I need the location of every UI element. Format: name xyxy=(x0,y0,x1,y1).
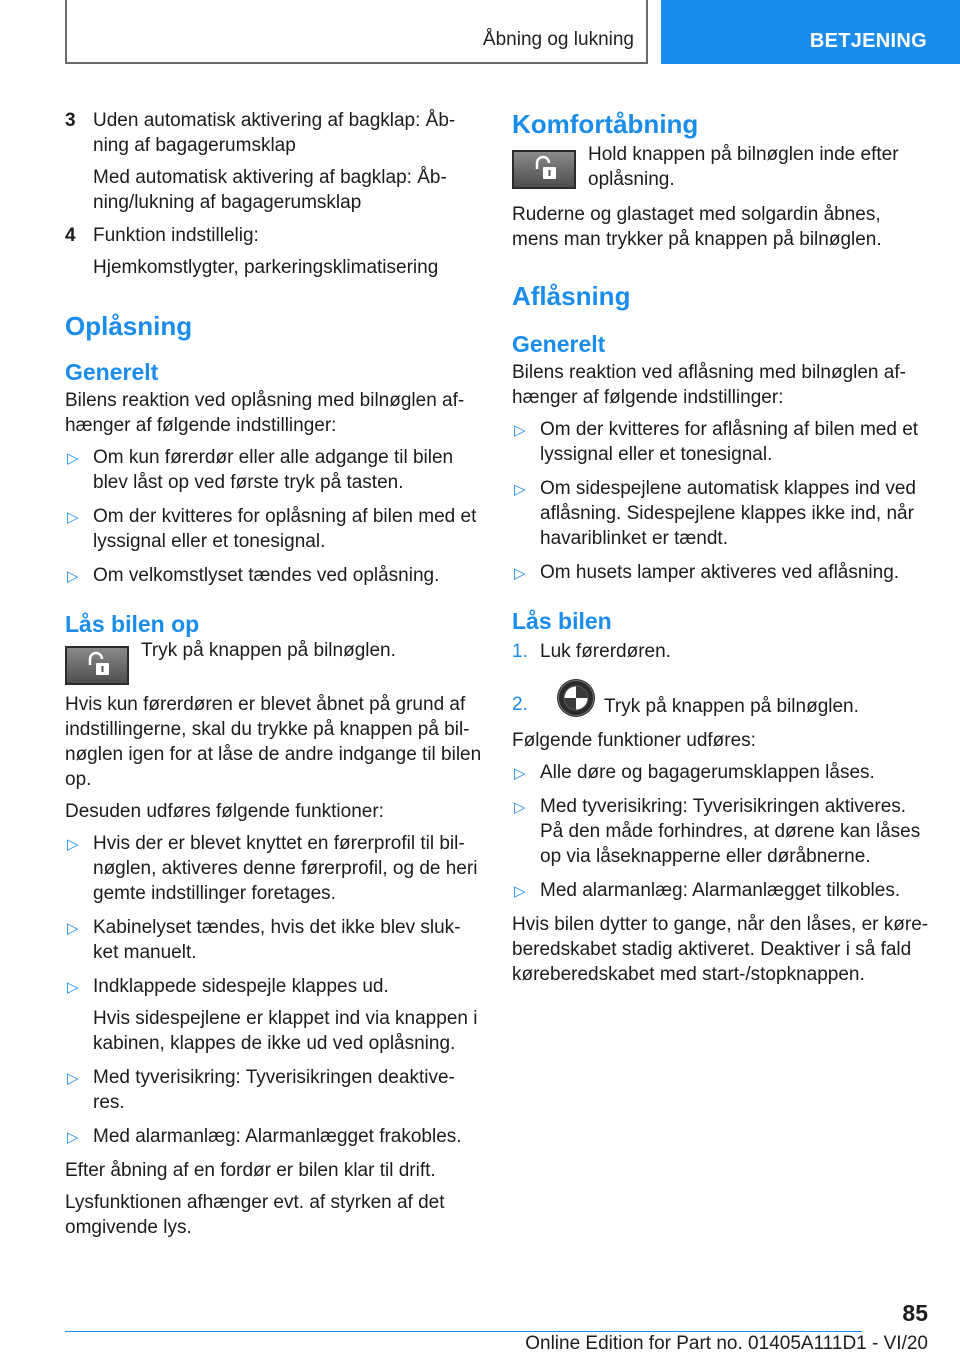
list-item xyxy=(65,563,485,588)
list-item xyxy=(65,1124,485,1149)
list-item-text: Med tyverisikring: Tyverisikringen deaktive‐ res. xyxy=(93,1067,455,1113)
bmw-roundel-icon xyxy=(556,678,596,718)
list-item xyxy=(512,794,932,869)
list-item xyxy=(65,974,485,1056)
list-item xyxy=(65,504,485,554)
list-item-text: Om der kvitteres for oplåsning af bilen med et lyssignal eller et tonesignal. xyxy=(93,506,477,552)
step-item xyxy=(512,639,932,664)
list-item xyxy=(65,831,485,906)
triangle-right-icon: ▷ xyxy=(514,883,526,900)
heading-generelt: Generelt xyxy=(512,331,606,357)
heading-komfortabning: Komfortåbning xyxy=(512,109,699,139)
triangle-right-icon: ▷ xyxy=(514,481,526,498)
list-item-text: Med alarmanlæg: Alarmanlægget frakobles. xyxy=(93,1126,462,1147)
generelt-text: Bilens reaktion ved aflåsning med bilnøglen af‐ hænger af følgende indstillinger: xyxy=(512,362,906,408)
list-item-text: Med alarmanlæg: Alarmanlægget tilkobles. xyxy=(540,880,901,901)
triangle-right-icon: ▷ xyxy=(514,799,526,816)
list-item xyxy=(65,915,485,965)
paragraph: Hvis bilen dytter to gange, når den låses, er køre‐ beredskabet stadig aktiveret. Deaktiver i så fald køreberedskabet med start-/stopknappen. xyxy=(512,914,929,985)
paragraph: Desuden udføres følgende funktioner: xyxy=(65,801,384,822)
footer-divider xyxy=(65,1331,862,1332)
triangle-right-icon: ▷ xyxy=(67,920,79,937)
step-text: Tryk på knappen på bilnøglen. xyxy=(604,696,859,717)
step-item xyxy=(512,678,932,719)
key-instruction-text: Hold knappen på bilnøglen inde efter oplåsning. xyxy=(588,144,899,190)
paragraph: Følgende funktioner udføres: xyxy=(512,730,756,751)
paragraph: Efter åbning af en fordør er bilen klar til drift. xyxy=(65,1160,436,1181)
numbered-item-3 xyxy=(65,108,485,215)
list-item xyxy=(65,445,485,495)
header-section: BETJENING xyxy=(809,30,927,52)
step-number: 1. xyxy=(512,641,528,662)
triangle-right-icon: ▷ xyxy=(67,1129,79,1146)
item-text: Hjemkomstlygter, parkeringsklimatisering xyxy=(93,257,439,278)
list-item xyxy=(512,760,932,785)
triangle-right-icon: ▷ xyxy=(514,422,526,439)
triangle-right-icon: ▷ xyxy=(67,836,79,853)
list-item-text: Om kun førerdør eller alle adgange til bilen blev låst op ved første tryk på tasten. xyxy=(93,447,454,493)
header-title: Åbning og lukning xyxy=(482,29,634,50)
list-item xyxy=(512,878,932,903)
triangle-right-icon: ▷ xyxy=(514,765,526,782)
triangle-right-icon: ▷ xyxy=(67,509,79,526)
heading-las-op: Lås bilen op xyxy=(65,611,200,637)
page-number: 85 xyxy=(902,1300,928,1326)
list-item-text: Med tyverisikring: Tyverisikringen aktiveres. På den måde forhindres, at dørene kan låses op via låseknapperne eller døråbnerne. xyxy=(540,796,921,867)
list-item xyxy=(65,1065,485,1115)
triangle-right-icon: ▷ xyxy=(67,568,79,585)
heading-aflasning: Aflåsning xyxy=(512,281,631,311)
key-instruction xyxy=(65,638,485,682)
list-item-note: Hvis sidespejlene er klappet ind via knappen i kabinen, klappes de ikke ud ved oplåsning. xyxy=(93,1008,478,1054)
paragraph: Hvis kun førerdøren er blevet åbnet på grund af indstillingerne, skal du trykke på knappen på bil‐ nøglen igen for at låse de andre indgange til bilen op. xyxy=(65,694,482,790)
list-item xyxy=(512,560,932,585)
list-item-text: Indklappede sidespejle klappes ud. xyxy=(93,976,389,997)
list-item xyxy=(512,417,932,467)
list-item-text: Alle døre og bagagerumsklappen låses. xyxy=(540,762,875,783)
key-instruction xyxy=(512,142,932,192)
step-number: 2. xyxy=(512,694,528,715)
numbered-item-4 xyxy=(65,223,485,280)
triangle-right-icon: ▷ xyxy=(67,450,79,467)
left-column xyxy=(65,108,485,1247)
list-item-text: Om sidespejlene automatisk klappes ind ved aflåsning. Sidespejlene klappes ikke ind, når havariblinket er tændt. xyxy=(540,478,916,549)
item-text: Funktion indstillelig: xyxy=(93,225,259,246)
right-column xyxy=(512,108,932,994)
list-item-text: Kabinelyset tændes, hvis det ikke blev sluk‐ ket manuelt. xyxy=(93,917,461,963)
step-text: Luk førerdøren. xyxy=(540,641,671,662)
list-item xyxy=(512,476,932,551)
header-section-tab xyxy=(661,0,960,64)
heading-las-bilen: Lås bilen xyxy=(512,608,612,634)
triangle-right-icon: ▷ xyxy=(514,565,526,582)
item-number: 3 xyxy=(65,110,76,131)
paragraph: Lysfunktionen afhænger evt. af styrken af det omgivende lys. xyxy=(65,1192,445,1238)
unlock-key-button-icon xyxy=(512,150,576,189)
paragraph: Ruderne og glastaget med solgardin åbnes, mens man trykker på knappen på bilnøglen. xyxy=(512,204,882,250)
triangle-right-icon: ▷ xyxy=(67,979,79,996)
triangle-right-icon: ▷ xyxy=(67,1070,79,1087)
header-title-box xyxy=(65,0,648,64)
generelt-text: Bilens reaktion ved oplåsning med bilnøglen af‐ hænger af følgende indstillinger: xyxy=(65,390,465,436)
list-item-text: Om husets lamper aktiveres ved aflåsning. xyxy=(540,562,900,583)
unlock-key-button-icon xyxy=(65,646,129,685)
heading-oplasning: Oplåsning xyxy=(65,311,193,341)
item-text: Uden automatisk aktivering af bagklap: Åb‐ ning af bagagerumsklap xyxy=(93,110,456,156)
list-item-text: Hvis der er blevet knyttet en førerprofil til bil‐ nøglen, aktiveres denne førerprofil, og de heri gemte indstillinger foretages. xyxy=(93,833,478,904)
item-number: 4 xyxy=(65,225,76,246)
footer-edition: Online Edition for Part no. 01405A111D1 - VI/20 xyxy=(525,1333,928,1354)
key-instruction-text: Tryk på knappen på bilnøglen. xyxy=(141,640,396,661)
item-text: Med automatisk aktivering af bagklap: Åb‐ ning/lukning af bagagerumsklap xyxy=(93,167,447,213)
heading-generelt: Generelt xyxy=(65,359,159,385)
list-item-text: Om velkomstlyset tændes ved oplåsning. xyxy=(93,565,440,586)
list-item-text: Om der kvitteres for aflåsning af bilen med et lyssignal eller et tonesignal. xyxy=(540,419,919,465)
